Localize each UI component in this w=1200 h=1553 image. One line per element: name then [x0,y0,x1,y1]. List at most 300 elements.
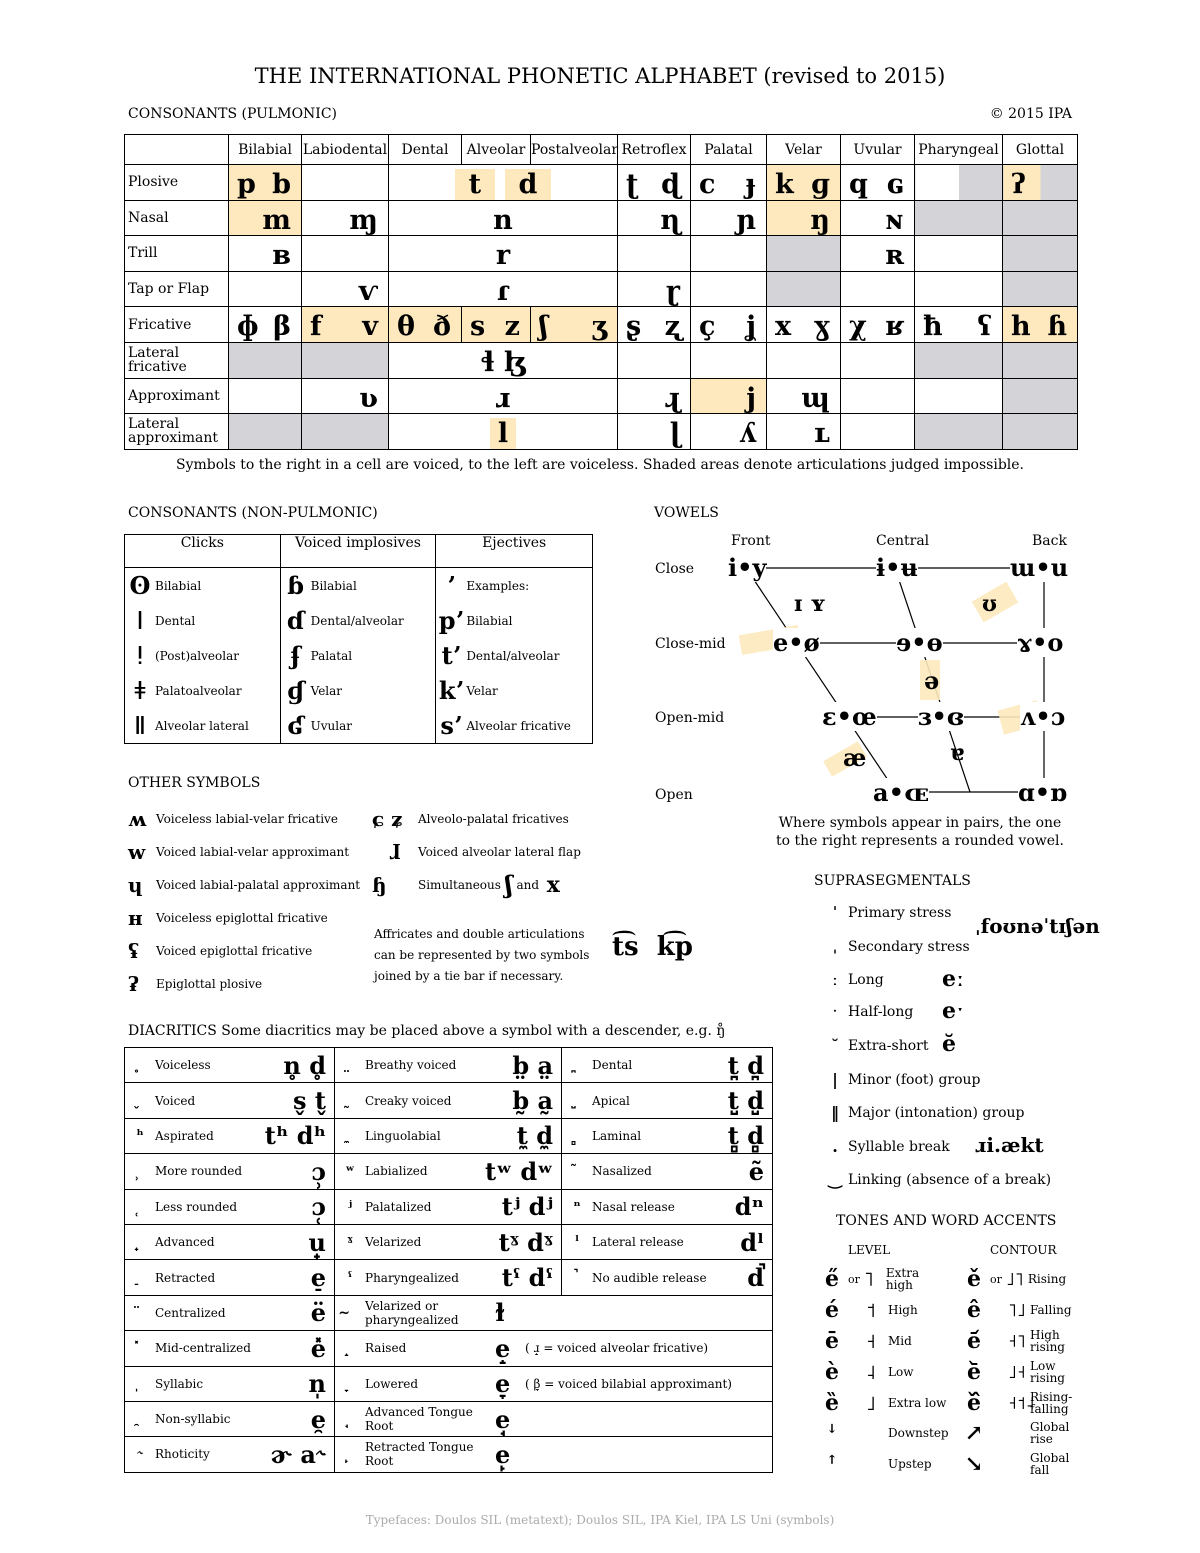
cell-uvular: χ ʁ [841,307,915,343]
tone-contour-item: e᷈ ˧˦˨ Rising-falling [967,1390,1073,1416]
diacritic-note: ( ɹ̝ = voiced alveolar fricative) [525,1341,709,1356]
tone-contour-item: e᷅ ˩˧ Low rising [967,1359,1065,1385]
vowel-near-close-front: ɪ ʏ [794,591,827,617]
copyright: © 2015 IPA [989,106,1072,122]
supra-item: ˘ Extra-short [831,1036,929,1055]
diacritic-label: Palatalized [365,1199,432,1214]
diacritic-label: Retracted [155,1270,216,1285]
diacritic-row [125,1401,773,1436]
diacritic-example: n̥ d̥ [283,1050,326,1080]
click-item: ʘ Bilabial [129,571,202,600]
cell-bilabial [229,414,302,450]
diacritic-mark [562,1163,592,1179]
diacritic-row [125,1366,773,1401]
other-item: ɺ Voiced alveolar lateral flap [389,839,581,864]
diacritic-cell [562,1260,773,1295]
ejectives-header: Ejectives [436,535,593,568]
diacritic-example: e̽ [310,1333,326,1363]
diacritic-example: tʰ dʰ [264,1121,326,1151]
diacritic-example: t̼ d̼ [516,1121,553,1151]
pulmonic-header-row [125,135,1078,165]
diacritic-label: More rounded [155,1164,243,1179]
diacritic-row [125,1154,773,1189]
implosive-item: ʛ Uvular [287,711,352,740]
cell-palatal [691,342,767,378]
diacritic-cell [125,1366,335,1401]
diacritic-label: Raised [365,1341,407,1356]
diacritic-cell [335,1048,562,1083]
diacritic-label: Linguolabial [365,1128,441,1143]
cell-dental-alveolar-postalveolar: t d [389,165,618,201]
row-label: Lateral approximant [125,414,229,450]
row-approximant [125,378,1078,414]
supra-item: ˌ Secondary stress [832,937,970,956]
diacritic-mark [562,1128,592,1144]
cell-velar: ʟ [767,414,841,450]
supra-example: eː [942,966,965,992]
vowel-pair: ɛ•œ [822,702,877,731]
diacritic-label: Syllabic [155,1376,204,1391]
affricate-note: Affricates and double articulations can be represented by two symbols joined by a tie bar if necessary. [374,927,590,983]
tone-contour-item: ↗ Global rise [964,1420,1070,1446]
diacritic-cell [562,1224,773,1259]
row-label: Lateral fricative [125,342,229,378]
diacritic-mark [125,1093,155,1109]
diacritic-cell [125,1224,335,1259]
cell-dental-alveolar-postalveolar: ɾ [389,271,618,307]
ejective-item: pʼ Bilabial [438,606,513,635]
cell-pharyngeal: ħ ʕ [915,307,1003,343]
cell-dental-alveolar-postalveolar: ɬ ɮ [389,342,618,378]
diacritic-row [125,1260,773,1295]
diacritic-cell [335,1154,562,1189]
diacritic-example: e̘ [495,1404,511,1434]
diacritic-mark [562,1093,592,1109]
cell-palatal: ɲ [691,200,767,236]
vowel-back-label: Back [1032,533,1067,549]
cell-palatal [691,271,767,307]
supra-item: ː Long [832,970,884,989]
cell-glottal: h ɦ [1003,307,1078,343]
cell-retroflex: ɳ [618,200,691,236]
cell-uvular: q ɢ [841,165,915,201]
vowel-near-open-front: æ [843,743,867,772]
row-label: Nasal [125,200,229,236]
cell-velar: k ɡ [767,165,841,201]
vowel-pair: ɤ•o [1017,628,1064,657]
cell-palatal: c ɟ [691,165,767,201]
ejectives-column [436,568,593,744]
tone-level-item: ȅ ˩ Extra low [825,1390,947,1416]
cell-labiodental [302,165,389,201]
cell-uvular: ɴ [841,200,915,236]
diacritic-mark: ⁿ [573,1198,581,1215]
diacritic-row [125,1083,773,1118]
vowel-note: Where symbols appear in pairs, the one to the right represents a rounded vowel. [776,815,1064,849]
diacritic-cell [335,1189,562,1224]
diacritic-label: Laminal [592,1128,642,1143]
cell-labiodental [302,342,389,378]
cell-labiodental [302,414,389,450]
diacritic-label: Creaky voiced [365,1093,452,1108]
diacritic-mark [335,1093,365,1109]
diacritic-cell-wide [335,1295,773,1330]
tone-level-item: e̋ or ˥ Extra high [825,1266,920,1292]
diacritic-mark: ˡ [574,1234,580,1251]
tones-heading: TONES AND WORD ACCENTS [836,1213,1057,1229]
diacritic-label: Mid-centralized [155,1341,251,1356]
diacritic-example: e̙ [495,1439,511,1469]
diacritic-mark [125,1057,155,1073]
supra-example: ˌfoʊnəˈtɪʃən [975,914,1100,938]
clicks-column [125,568,281,744]
vowel-pair: ɨ•ʉ [876,553,918,582]
diacritic-mark: ˞ [137,1446,143,1463]
diacritic-label: Advanced Tongue Root [365,1405,473,1434]
cell-bilabial [229,342,302,378]
diacritic-example: d̚ [747,1263,764,1293]
diacritic-mark [335,1446,365,1462]
cell-bilabial: p b [229,165,302,201]
diacritic-example: t̻ d̻ [727,1121,764,1151]
cell-bilabial: ɸ β [229,307,302,343]
diacritic-example: tˤ dˤ [501,1263,553,1293]
diacritic-example: dˡ [740,1227,764,1257]
diacritic-label: Lateral release [592,1235,684,1250]
cell-velar: ɰ [767,378,841,414]
diacritic-label: Apical [592,1093,630,1108]
diacritic-row [125,1118,773,1153]
pulmonic-heading: CONSONANTS (PULMONIC) [128,106,337,122]
vowel-schwa: ə [924,666,940,695]
diacritic-row [125,1189,773,1224]
nonpulmonic-table [124,534,593,744]
supra-example: eˑ [942,998,965,1024]
tone-level-item: ꜜ Downstep [827,1420,949,1446]
supra-example: ɹi.ækt [975,1133,1044,1157]
vowel-openmid-label: Open-mid [655,710,725,726]
diacritic-note: ( β̞ = voiced bilabial approximant) [525,1376,732,1391]
supra-item: ˈ Primary stress [832,903,952,922]
cell-bilabial: ʙ [229,236,302,272]
ejective-item: kʼ Velar [438,676,498,705]
diacritic-cell [125,1118,335,1153]
diacritic-example: n̩ [308,1369,326,1399]
diacritic-label: Centralized [155,1305,226,1320]
diacritic-mark [125,1163,155,1179]
implosive-item: ɗ Dental/alveolar [286,606,404,635]
vowel-pair: i•y [728,553,767,582]
diacritic-label: Less rounded [155,1199,238,1214]
vowel-pair: ʌ•ɔ [1020,702,1066,731]
cell-pharyngeal [915,165,1003,201]
col-header: Uvular [841,135,915,165]
cell-dental-alveolar-postalveolar: ɹ [389,378,618,414]
tie-bar-examples: t͡s k͡p [612,932,693,962]
diacritic-example: b̰ a̰ [512,1086,553,1116]
vowel-front-label: Front [731,533,771,549]
vowel-open-label: Open [655,787,693,803]
diacritic-mark [335,1376,365,1392]
diacritic-label: Velarized [365,1235,422,1250]
diacritic-cell [125,1401,335,1436]
pulmonic-note: Symbols to the right in a cell are voiced, to the left are voiceless. Shaded areas denote articulations judged impossible. [175,457,1024,473]
col-header: Postalveolar [531,135,618,165]
vowel-central-label: Central [876,533,930,549]
diacritic-mark [125,1340,155,1356]
cell-palatal [691,236,767,272]
diacritic-mark [335,1411,365,1427]
supra-example: ĕ [942,1031,956,1057]
corner-cell [125,135,229,165]
supra-item: ‿ Linking (absence of a break) [828,1170,1052,1189]
vowel-pair: e•ø [773,628,820,657]
diacritics-heading: DIACRITICS Some diacritics may be placed above a symbol with a descender, e.g. ŋ̊ [128,1023,726,1039]
diacritic-cell [125,1048,335,1083]
supra-heading: SUPRASEGMENTALS [814,873,971,889]
diacritic-example: t̺ d̺ [727,1086,764,1116]
tones-level-label: LEVEL [848,1243,891,1257]
diacritic-example: b̤ a̤ [512,1050,553,1080]
diacritic-example: u̟ [308,1227,326,1257]
diacritic-cell [125,1189,335,1224]
vowel-closemid-label: Close-mid [655,636,726,652]
diacritic-cell [335,1260,562,1295]
col-header: Labiodental [302,135,389,165]
implosive-item: ɠ Velar [287,676,343,705]
diacritic-mark [125,1234,155,1250]
vowel-near-close-back: ʊ [982,591,997,617]
col-header: Pharyngeal [915,135,1003,165]
cell-pharyngeal [915,200,1003,236]
cell-labiodental: ⱱ [302,271,389,307]
diacritic-label: Voiceless [155,1058,211,1073]
diacritic-mark: ʲ [347,1198,353,1215]
row-trill [125,236,1078,272]
col-header: Palatal [691,135,767,165]
cell-dental-alveolar-postalveolar: n [389,200,618,236]
click-item: ǁ Alveolar lateral [134,711,249,740]
cell-pharyngeal [915,236,1003,272]
cell-dental: θ ð [389,307,462,343]
cell-pharyngeal [915,342,1003,378]
cell-bilabial: m [229,200,302,236]
diacritic-example: ɔ̜ [311,1192,326,1222]
diacritic-example: e̯ [310,1404,326,1434]
diacritic-label: Advanced [155,1235,215,1250]
diacritic-cell [335,1083,562,1118]
other-item: ɥ Voiced labial-palatal approximant [128,872,361,897]
cell-glottal [1003,200,1078,236]
cell-dental-alveolar-postalveolar: l [389,414,618,450]
cell-postalveolar: ʃ ʒ [531,307,618,343]
supra-item: ˑ Half-long [832,1002,914,1021]
diacritic-cell [125,1260,335,1295]
diacritic-example: dⁿ [734,1192,764,1222]
other-right-list [372,802,581,901]
cell-dental-alveolar-postalveolar: r [389,236,618,272]
diacritic-cell [562,1189,773,1224]
ejective-item: sʼ Alveolar fricative [440,711,571,740]
tone-contour-item: ↘ Global fall [964,1451,1070,1477]
cell-pharyngeal [915,378,1003,414]
diacritic-example: e̝ [495,1333,511,1363]
row-lateral-approximant [125,414,1078,450]
supra-item: . Syllable break [832,1137,950,1156]
cell-palatal: ç ʝ [691,307,767,343]
diacritic-cell [335,1224,562,1259]
cell-uvular [841,378,915,414]
diacritic-example: tˠ dˠ [498,1227,553,1257]
tone-contour-item: e᷄ ˧˥ High rising [967,1328,1065,1354]
diacritic-cell [562,1083,773,1118]
row-fricative [125,307,1078,343]
other-item: ʡ Epiglottal plosive [128,971,263,996]
click-item: ǀ Dental [136,606,196,635]
cell-retroflex: ɽ [618,271,691,307]
cell-glottal: ʔ [1003,165,1078,201]
cell-bilabial [229,271,302,307]
diacritic-mark: ʰ [136,1127,144,1144]
cell-velar: x ɣ [767,307,841,343]
diacritic-cell-wide [335,1366,773,1401]
row-label: Tap or Flap [125,271,229,307]
col-header: Retroflex [618,135,691,165]
diacritic-mark [335,1340,365,1356]
cell-labiodental: ʋ [302,378,389,414]
diacritic-label: Breathy voiced [365,1058,457,1073]
diacritic-cell-wide [335,1331,773,1366]
cell-velar [767,342,841,378]
other-item: ɧ Simultaneous ʃ and x [372,870,560,899]
other-item: ʜ Voiceless epiglottal fricative [128,905,328,930]
cell-alveolar: s z [462,307,531,343]
cell-velar [767,271,841,307]
col-header: Alveolar [462,135,531,165]
diacritic-mark [335,1128,365,1144]
vowel-pair: ɜ•ɞ [918,702,964,731]
vowel-pair: ɘ•ɵ [896,628,943,657]
ejective-item: ʼ Examples: [447,571,530,600]
vowels-heading: VOWELS [654,505,719,521]
click-item: ǂ Palatoalveolar [134,676,242,705]
diacritic-label: Voiced [155,1093,196,1108]
cell-retroflex: ɻ [618,378,691,414]
implosives-header: Voiced implosives [280,535,436,568]
cell-glottal [1003,414,1078,450]
diacritic-mark: ˤ [347,1269,353,1286]
diacritic-example: tʲ dʲ [501,1192,553,1222]
diacritic-cell [335,1118,562,1153]
tone-level-item: è ˨ Low [825,1359,914,1385]
diacritic-cell [125,1295,335,1330]
cell-retroflex [618,342,691,378]
diacritic-example: tʷ dʷ [485,1156,553,1186]
diacritic-row [125,1224,773,1259]
footer-typefaces: Typefaces: Doulos SIL (metatext); Doulos SIL, IPA Kiel, IPA LS Uni (symbols) [365,1513,835,1527]
row-tap [125,271,1078,307]
tone-level-item: ē ˧ Mid [825,1328,912,1354]
diacritic-mark [125,1199,155,1215]
cell-glottal [1003,271,1078,307]
clicks-header: Clicks [125,535,281,568]
diacritic-row [125,1331,773,1366]
diacritic-label: Rhoticity [155,1447,210,1462]
diacritic-mark [335,1057,365,1073]
diacritic-cell-wide [335,1437,773,1472]
diacritic-cell [562,1118,773,1153]
diacritic-label: Dental [592,1058,633,1073]
tone-contour-item: ě or ˩˥ Rising [967,1266,1067,1292]
cell-pharyngeal [915,414,1003,450]
row-lateral-fricative [125,342,1078,378]
vowel-near-open-central: ɐ [950,740,965,766]
vowel-close-label: Close [655,561,695,577]
diacritic-cell [125,1437,335,1472]
other-item: ʢ Voiced epiglottal fricative [128,938,313,963]
supra-item: | Minor (foot) group [832,1070,981,1089]
diacritic-label: Lowered [365,1376,419,1391]
diacritic-label: Retracted Tongue Root [365,1440,474,1469]
diacritic-mark [125,1305,155,1321]
diacritic-mark [335,1305,365,1321]
cell-uvular [841,271,915,307]
diacritic-example: ɔ̹ [311,1156,326,1186]
cell-retroflex: ʈ ɖ [618,165,691,201]
diacritic-example: ë [310,1298,326,1328]
diacritic-cell [125,1154,335,1189]
pulmonic-table [124,134,1078,450]
diacritic-cell [562,1048,773,1083]
diacritic-example: ɫ [495,1298,505,1328]
other-item: ʍ Voiceless labial-velar fricative [128,806,338,831]
diacritic-label: Nasalized [592,1164,652,1179]
supra-item: ‖ Major (intonation) group [831,1103,1025,1122]
click-item: ǃ (Post)alveolar [136,641,239,670]
cell-glottal [1003,378,1078,414]
page-title: THE INTERNATIONAL PHONETIC ALPHABET (revised to 2015) [254,64,946,88]
diacritic-example: e̠ [310,1263,326,1293]
diacritic-mark [562,1057,592,1073]
col-header: Glottal [1003,135,1078,165]
cell-bilabial [229,378,302,414]
tone-level-item: é ˦ High [825,1297,918,1323]
cell-palatal: ʎ [691,414,767,450]
cell-retroflex [618,236,691,272]
col-header: Velar [767,135,841,165]
diacritic-cell-wide [335,1401,773,1436]
col-header: Dental [389,135,462,165]
cell-velar [767,236,841,272]
diacritic-mark [562,1270,592,1286]
cell-palatal: j [691,378,767,414]
diacritic-row [125,1295,773,1330]
col-header: Bilabial [229,135,302,165]
diacritic-mark: ʷ [345,1163,355,1180]
vowel-pair: ɯ•u [1010,553,1069,582]
row-plosive [125,165,1078,201]
cell-labiodental: ɱ [302,200,389,236]
cell-velar: ŋ [767,200,841,236]
diacritic-example: e̞ [495,1369,511,1399]
cell-uvular: ʀ [841,236,915,272]
diacritic-label: Non-syllabic [155,1412,231,1427]
tone-level-item: ꜛ Upstep [827,1451,932,1477]
diacritic-cell [125,1083,335,1118]
diacritic-cell [125,1331,335,1366]
row-nasal [125,200,1078,236]
implosive-item: ʄ Palatal [290,641,353,670]
